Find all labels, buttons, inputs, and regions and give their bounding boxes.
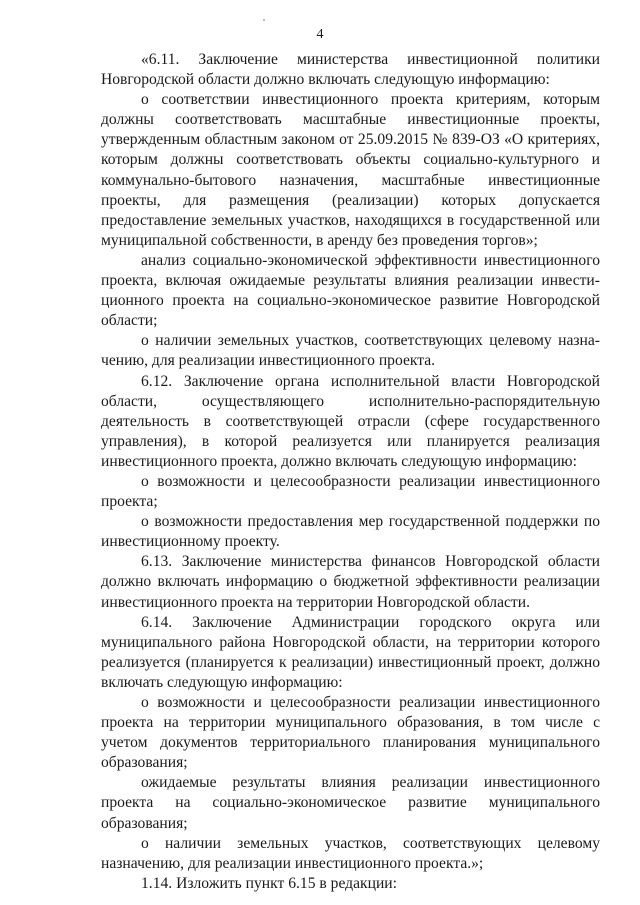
document-body [101, 50, 600, 894]
paragraph-municipal-feasibility: о возможности и целесообразности реализации инвестиционного проекта на территории муниципального образования, в том числе с учетом документов территориального планирования муниципального образования; [101, 694, 600, 772]
page-number: 4 [316, 27, 324, 42]
paragraph-1-14: 1.14. Изложить пункт 6.15 в редакции: [141, 874, 397, 892]
scan-speck [263, 19, 265, 21]
paragraph-land-plots: о наличии земельных участков, соответствующих целевому назначению, для реализации инвестиционного проекта. [101, 332, 600, 370]
paragraph-6-12: 6.12. Заключение органа исполнительной власти Новгородской области, осуществляющего исполнительно-распорядительную деятельность в соответствующей отрасли (сфере государственного управления), в которой реализуется или планируется реализация инвестиционного проекта, должно включать следующую информацию: [101, 372, 600, 470]
paragraph-6-11: «6.11. Заключение министерства инвестиционной политики Новгородской области должно включать следующую информацию: [101, 51, 600, 89]
paragraph-6-14: 6.14. Заключение Администрации городского округа или муниципального района Новгородской области, на территории которого реализуется (планируется к реализации) инвестиционный проект, должно включать следующую информацию: [101, 613, 600, 691]
paragraph-expected-results: ожидаемые результаты влияния реализации инвестиционного проекта на социально-экономическое развитие муниципального образования; [101, 774, 600, 832]
paragraph-criteria: о соответствии инвестиционного проекта критериям, которым должны соответствовать масштабные инвестиционные проекты, утвержденным областным законом от 25.09.2015 № 839-ОЗ «О критериях, которым должны соответствовать объекты социально-культурного и коммунально-бытового назначения, масштабные инвестиционные проекты, для размещения (реализации) которых допускается предоставление земельных участков, находящихся в государственной или муниципальной собственности, в аренду без проведения торгов»; [101, 91, 600, 249]
paragraph-analysis: анализ социально-экономической эффективности инвестиционного проекта, включая ожидаемые результаты влияния реализации инвестиционного проекта на социально-экономическое развитие Новгородской области; [101, 251, 600, 330]
paragraph-feasibility: о возможности и целесообразности реализации инвестиционного проекта; [101, 472, 600, 511]
paragraph-state-support: о возможности предоставления мер государственной поддержки по инвестиционному проекту. [101, 513, 600, 551]
paragraph-6-13: 6.13. Заключение министерства финансов Новгородской области должно включать информацию о бюджетной эффективности реализации инвестиционного проекта на территории Новгородской области. [101, 553, 600, 611]
paragraph-municipal-land: о наличии земельных участков, соответствующих целевому назначению, для реализации инвестиционного проекта.»; [101, 834, 600, 872]
